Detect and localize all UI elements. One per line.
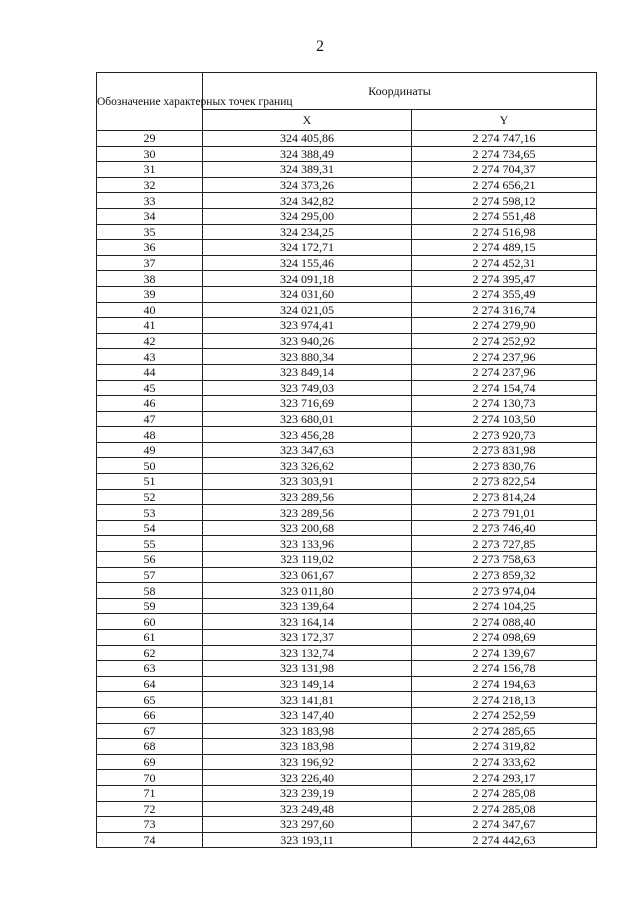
table-row <box>97 614 597 630</box>
table-row <box>97 552 597 568</box>
x-coordinate-cell: 324 389,31 <box>203 162 412 178</box>
y-coordinate-cell: 2 274 516,98 <box>412 224 597 240</box>
point-id-cell: 38 <box>97 271 203 287</box>
y-coordinate-cell: 2 274 347,67 <box>412 817 597 833</box>
x-coordinate-cell: 323 149,14 <box>203 676 412 692</box>
x-coordinate-cell: 323 061,67 <box>203 567 412 583</box>
table-row <box>97 583 597 599</box>
x-coordinate-cell: 323 011,80 <box>203 583 412 599</box>
point-id-cell: 39 <box>97 286 203 302</box>
point-id-cell: 58 <box>97 583 203 599</box>
y-coordinate-cell: 2 274 285,65 <box>412 723 597 739</box>
x-coordinate-cell: 324 031,60 <box>203 286 412 302</box>
y-coordinate-cell: 2 274 704,37 <box>412 162 597 178</box>
x-coordinate-cell: 324 021,05 <box>203 302 412 318</box>
point-id-cell: 37 <box>97 255 203 271</box>
point-id-cell: 40 <box>97 302 203 318</box>
x-coordinate-cell: 323 193,11 <box>203 832 412 848</box>
table-row <box>97 286 597 302</box>
table-row <box>97 442 597 458</box>
point-id-cell: 59 <box>97 598 203 614</box>
point-id-cell: 33 <box>97 193 203 209</box>
point-id-cell: 31 <box>97 162 203 178</box>
y-coordinate-cell: 2 274 452,31 <box>412 255 597 271</box>
y-coordinate-cell: 2 273 814,24 <box>412 489 597 505</box>
point-id-cell: 30 <box>97 146 203 162</box>
table-row <box>97 785 597 801</box>
coordinates-table <box>96 72 597 848</box>
table-row <box>97 739 597 755</box>
point-id-cell: 54 <box>97 520 203 536</box>
point-id-cell: 51 <box>97 474 203 490</box>
point-id-cell: 57 <box>97 567 203 583</box>
x-coordinate-cell: 323 456,28 <box>203 427 412 443</box>
point-id-cell: 47 <box>97 411 203 427</box>
table-row <box>97 536 597 552</box>
table-row <box>97 255 597 271</box>
y-coordinate-cell: 2 273 974,04 <box>412 583 597 599</box>
table-row <box>97 318 597 334</box>
x-coordinate-cell: 323 226,40 <box>203 770 412 786</box>
x-coordinate-cell: 324 405,86 <box>203 131 412 147</box>
y-coordinate-cell: 2 274 104,25 <box>412 598 597 614</box>
y-coordinate-cell: 2 274 319,82 <box>412 739 597 755</box>
x-coordinate-cell: 324 155,46 <box>203 255 412 271</box>
table-row <box>97 520 597 536</box>
x-coordinate-cell: 323 196,92 <box>203 754 412 770</box>
x-coordinate-cell: 324 295,00 <box>203 208 412 224</box>
y-coordinate-cell: 2 274 098,69 <box>412 630 597 646</box>
x-coordinate-cell: 323 716,69 <box>203 396 412 412</box>
x-coordinate-cell: 323 132,74 <box>203 645 412 661</box>
point-id-cell: 55 <box>97 536 203 552</box>
table-row <box>97 661 597 677</box>
x-coordinate-cell: 323 119,02 <box>203 552 412 568</box>
point-id-cell: 35 <box>97 224 203 240</box>
table-row <box>97 224 597 240</box>
y-coordinate-cell: 2 274 237,96 <box>412 349 597 365</box>
y-coordinate-cell: 2 274 252,92 <box>412 333 597 349</box>
y-coordinate-cell: 2 273 830,76 <box>412 458 597 474</box>
x-coordinate-cell: 323 139,64 <box>203 598 412 614</box>
x-coordinate-cell: 323 303,91 <box>203 474 412 490</box>
x-coordinate-cell: 323 297,60 <box>203 817 412 833</box>
y-coordinate-cell: 2 273 727,85 <box>412 536 597 552</box>
point-id-cell: 60 <box>97 614 203 630</box>
point-id-cell: 52 <box>97 489 203 505</box>
y-coordinate-cell: 2 274 103,50 <box>412 411 597 427</box>
x-coordinate-cell: 323 940,26 <box>203 333 412 349</box>
point-id-cell: 32 <box>97 177 203 193</box>
point-id-cell: 41 <box>97 318 203 334</box>
point-id-cell: 43 <box>97 349 203 365</box>
table-row <box>97 396 597 412</box>
y-coordinate-cell: 2 274 279,90 <box>412 318 597 334</box>
point-id-cell: 53 <box>97 505 203 521</box>
point-id-cell: 49 <box>97 442 203 458</box>
y-coordinate-cell: 2 273 758,63 <box>412 552 597 568</box>
table-row <box>97 458 597 474</box>
x-coordinate-cell: 323 974,41 <box>203 318 412 334</box>
table-row <box>97 630 597 646</box>
x-coordinate-cell: 323 183,98 <box>203 723 412 739</box>
y-coordinate-cell: 2 274 139,67 <box>412 645 597 661</box>
x-coordinate-cell: 323 326,62 <box>203 458 412 474</box>
y-coordinate-cell: 2 274 252,59 <box>412 707 597 723</box>
table-row <box>97 380 597 396</box>
point-id-cell: 64 <box>97 676 203 692</box>
header-y: Y <box>412 110 597 131</box>
table-row <box>97 349 597 365</box>
table-row <box>97 131 597 147</box>
y-coordinate-cell: 2 273 859,32 <box>412 567 597 583</box>
x-coordinate-cell: 324 234,25 <box>203 224 412 240</box>
y-coordinate-cell: 2 274 489,15 <box>412 240 597 256</box>
point-id-cell: 73 <box>97 817 203 833</box>
point-id-cell: 44 <box>97 364 203 380</box>
table-header <box>97 73 597 131</box>
x-coordinate-cell: 323 183,98 <box>203 739 412 755</box>
point-id-cell: 50 <box>97 458 203 474</box>
x-coordinate-cell: 324 342,82 <box>203 193 412 209</box>
y-coordinate-cell: 2 274 355,49 <box>412 286 597 302</box>
point-id-cell: 48 <box>97 427 203 443</box>
y-coordinate-cell: 2 274 333,62 <box>412 754 597 770</box>
x-coordinate-cell: 323 164,14 <box>203 614 412 630</box>
table-row <box>97 676 597 692</box>
point-id-cell: 42 <box>97 333 203 349</box>
table-row <box>97 754 597 770</box>
x-coordinate-cell: 323 249,48 <box>203 801 412 817</box>
x-coordinate-cell: 323 131,98 <box>203 661 412 677</box>
x-coordinate-cell: 324 172,71 <box>203 240 412 256</box>
table-row <box>97 801 597 817</box>
table-row <box>97 505 597 521</box>
table-row <box>97 474 597 490</box>
y-coordinate-cell: 2 274 598,12 <box>412 193 597 209</box>
y-coordinate-cell: 2 274 656,21 <box>412 177 597 193</box>
point-id-cell: 74 <box>97 832 203 848</box>
point-id-cell: 36 <box>97 240 203 256</box>
table-row <box>97 598 597 614</box>
y-coordinate-cell: 2 274 285,08 <box>412 801 597 817</box>
y-coordinate-cell: 2 273 746,40 <box>412 520 597 536</box>
header-coordinates: Координаты <box>203 73 597 110</box>
point-id-cell: 67 <box>97 723 203 739</box>
y-coordinate-cell: 2 274 734,65 <box>412 146 597 162</box>
table-row <box>97 645 597 661</box>
y-coordinate-cell: 2 274 088,40 <box>412 614 597 630</box>
table-row <box>97 146 597 162</box>
y-coordinate-cell: 2 274 130,73 <box>412 396 597 412</box>
table-row <box>97 770 597 786</box>
x-coordinate-cell: 323 200,68 <box>203 520 412 536</box>
y-coordinate-cell: 2 274 293,17 <box>412 770 597 786</box>
table-row <box>97 489 597 505</box>
y-coordinate-cell: 2 274 747,16 <box>412 131 597 147</box>
table-row <box>97 193 597 209</box>
x-coordinate-cell: 323 880,34 <box>203 349 412 365</box>
table-row <box>97 817 597 833</box>
point-id-cell: 62 <box>97 645 203 661</box>
table-row <box>97 302 597 318</box>
header-x: X <box>203 110 412 131</box>
table-row <box>97 208 597 224</box>
table-row <box>97 177 597 193</box>
x-coordinate-cell: 323 239,19 <box>203 785 412 801</box>
y-coordinate-cell: 2 273 822,54 <box>412 474 597 490</box>
y-coordinate-cell: 2 274 237,96 <box>412 364 597 380</box>
y-coordinate-cell: 2 273 831,98 <box>412 442 597 458</box>
y-coordinate-cell: 2 274 442,63 <box>412 832 597 848</box>
table-row <box>97 427 597 443</box>
x-coordinate-cell: 324 091,18 <box>203 271 412 287</box>
point-id-cell: 29 <box>97 131 203 147</box>
point-id-cell: 65 <box>97 692 203 708</box>
table-row <box>97 832 597 848</box>
y-coordinate-cell: 2 273 791,01 <box>412 505 597 521</box>
y-coordinate-cell: 2 274 218,13 <box>412 692 597 708</box>
y-coordinate-cell: 2 274 194,63 <box>412 676 597 692</box>
point-id-cell: 56 <box>97 552 203 568</box>
table-row <box>97 240 597 256</box>
page-number: 2 <box>316 38 324 55</box>
y-coordinate-cell: 2 274 156,78 <box>412 661 597 677</box>
x-coordinate-cell: 323 172,37 <box>203 630 412 646</box>
table-row <box>97 271 597 287</box>
x-coordinate-cell: 323 289,56 <box>203 505 412 521</box>
y-coordinate-cell: 2 274 285,08 <box>412 785 597 801</box>
point-id-cell: 45 <box>97 380 203 396</box>
x-coordinate-cell: 324 373,26 <box>203 177 412 193</box>
table-row <box>97 567 597 583</box>
point-id-cell: 70 <box>97 770 203 786</box>
point-id-cell: 61 <box>97 630 203 646</box>
x-coordinate-cell: 323 749,03 <box>203 380 412 396</box>
x-coordinate-cell: 323 289,56 <box>203 489 412 505</box>
table-row <box>97 162 597 178</box>
point-id-cell: 63 <box>97 661 203 677</box>
point-id-cell: 68 <box>97 739 203 755</box>
y-coordinate-cell: 2 274 154,74 <box>412 380 597 396</box>
x-coordinate-cell: 324 388,49 <box>203 146 412 162</box>
point-id-cell: 72 <box>97 801 203 817</box>
point-id-cell: 34 <box>97 208 203 224</box>
x-coordinate-cell: 323 347,63 <box>203 442 412 458</box>
point-id-cell: 46 <box>97 396 203 412</box>
x-coordinate-cell: 323 680,01 <box>203 411 412 427</box>
x-coordinate-cell: 323 147,40 <box>203 707 412 723</box>
x-coordinate-cell: 323 133,96 <box>203 536 412 552</box>
table-row <box>97 411 597 427</box>
x-coordinate-cell: 323 141,81 <box>203 692 412 708</box>
point-id-cell: 69 <box>97 754 203 770</box>
x-coordinate-cell: 323 849,14 <box>203 364 412 380</box>
header-point-label: Обозначение характерных точек границ <box>97 73 203 131</box>
y-coordinate-cell: 2 273 920,73 <box>412 427 597 443</box>
y-coordinate-cell: 2 274 395,47 <box>412 271 597 287</box>
table-row <box>97 707 597 723</box>
table-row <box>97 333 597 349</box>
table-body <box>97 131 597 848</box>
point-id-cell: 66 <box>97 707 203 723</box>
table-row <box>97 364 597 380</box>
table-row <box>97 692 597 708</box>
table-row <box>97 723 597 739</box>
y-coordinate-cell: 2 274 316,74 <box>412 302 597 318</box>
y-coordinate-cell: 2 274 551,48 <box>412 208 597 224</box>
point-id-cell: 71 <box>97 785 203 801</box>
